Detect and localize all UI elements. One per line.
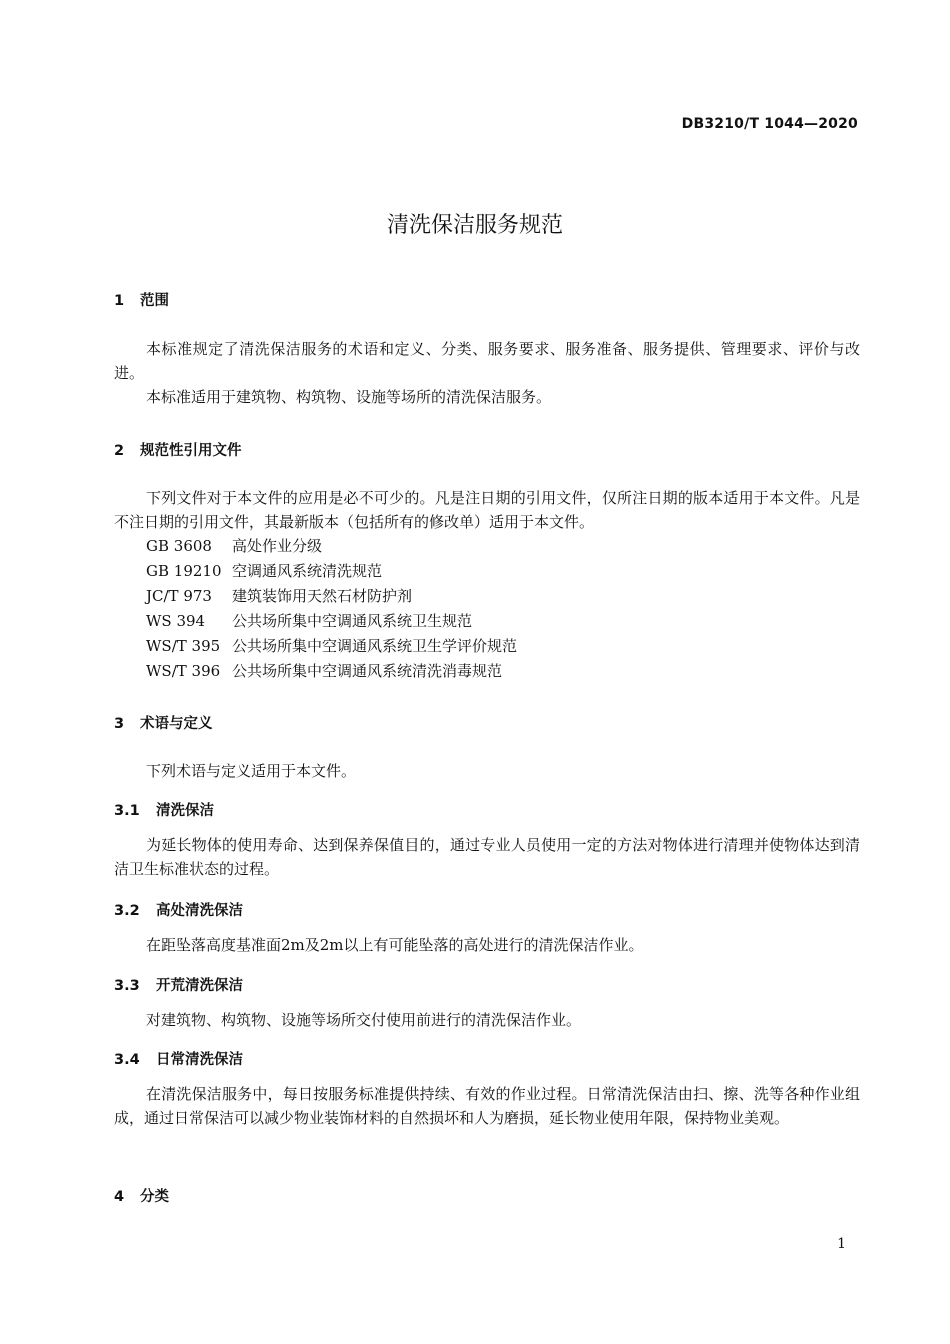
reference-item xyxy=(146,634,517,659)
subsection-title: 开荒清洗保洁 xyxy=(156,978,243,994)
section-number: 1 xyxy=(114,293,125,309)
definition-text: 在清洗保洁服务中，每日按服务标准提供持续、有效的作业过程。日常清洗保洁由扫、擦、洗等各种作业组成，通过日常保洁可以减少物业装饰材料的自然损坏和人为磨损，延长物业使用年限，保持物业美观。 xyxy=(114,1085,860,1127)
reference-list xyxy=(146,534,517,684)
section-title: 范围 xyxy=(140,293,169,309)
section-title: 分类 xyxy=(140,1189,169,1205)
definition-text: 为延长物体的使用寿命、达到保养保值目的，通过专业人员使用一定的方法对物体进行清理并使物体达到清洁卫生标准状态的过程。 xyxy=(114,836,860,878)
document-number: DB3210/T 1044—2020 xyxy=(681,116,858,132)
reference-item xyxy=(146,584,517,609)
reference-title: 高处作业分级 xyxy=(232,537,323,555)
reference-title: 公共场所集中空调通风系统清洗消毒规范 xyxy=(232,662,503,680)
subsection-title: 高处清洗保洁 xyxy=(156,903,243,919)
reference-code: WS/T 396 xyxy=(146,662,221,680)
subsection-number: 3.2 xyxy=(114,903,140,919)
reference-title: 建筑装饰用天然石材防护剂 xyxy=(232,587,413,605)
section-3-heading xyxy=(114,712,213,733)
reference-code: WS 394 xyxy=(146,612,206,630)
subsection-3-1-heading xyxy=(114,799,214,820)
reference-code: WS/T 395 xyxy=(146,637,221,655)
section-2-heading xyxy=(114,439,242,460)
section-number: 4 xyxy=(114,1189,125,1205)
section-title: 术语与定义 xyxy=(140,716,213,732)
subsection-3-4-heading xyxy=(114,1048,243,1069)
subsection-3-2-heading xyxy=(114,899,243,920)
section-1-heading xyxy=(114,289,169,310)
subsection-title: 日常清洗保洁 xyxy=(156,1052,243,1068)
reference-code: GB 3608 xyxy=(146,537,212,555)
reference-item xyxy=(146,559,517,584)
subsection-3-3-heading xyxy=(114,974,243,995)
section-4-heading xyxy=(114,1185,169,1206)
subsection-number: 3.4 xyxy=(114,1052,140,1068)
reference-code: GB 19210 xyxy=(146,562,222,580)
reference-item xyxy=(146,659,517,684)
page-title: 清洗保洁服务规范 xyxy=(386,213,563,238)
paragraph: 下列文件对于本文件的应用是必不可少的。凡是注日期的引用文件，仅所注日期的版本适用于本文件。凡是不注日期的引用文件，其最新版本（包括所有的修改单）适用于本文件。 xyxy=(114,489,860,531)
reference-title: 公共场所集中空调通风系统卫生学评价规范 xyxy=(232,637,518,655)
subsection-number: 3.1 xyxy=(114,803,140,819)
page-number: 1 xyxy=(837,1236,846,1252)
section-number: 2 xyxy=(114,443,125,459)
subsection-number: 3.3 xyxy=(114,978,140,994)
reference-code: JC/T 973 xyxy=(146,587,212,605)
reference-title: 公共场所集中空调通风系统卫生规范 xyxy=(232,612,473,630)
reference-item xyxy=(146,534,517,559)
section-title: 规范性引用文件 xyxy=(140,443,242,459)
definition-text: 在距坠落高度基准面2m及2m以上有可能坠落的高处进行的清洗保洁作业。 xyxy=(146,936,644,954)
section-number: 3 xyxy=(114,716,125,732)
reference-item xyxy=(146,609,517,634)
reference-title: 空调通风系统清洗规范 xyxy=(232,562,383,580)
subsection-title: 清洗保洁 xyxy=(156,803,214,819)
paragraph: 本标准适用于建筑物、构筑物、设施等场所的清洗保洁服务。 xyxy=(146,388,552,406)
paragraph: 本标准规定了清洗保洁服务的术语和定义、分类、服务要求、服务准备、服务提供、管理要求、评价与改进。 xyxy=(114,340,860,382)
paragraph: 下列术语与定义适用于本文件。 xyxy=(146,762,357,780)
definition-text: 对建筑物、构筑物、设施等场所交付使用前进行的清洗保洁作业。 xyxy=(146,1011,582,1029)
